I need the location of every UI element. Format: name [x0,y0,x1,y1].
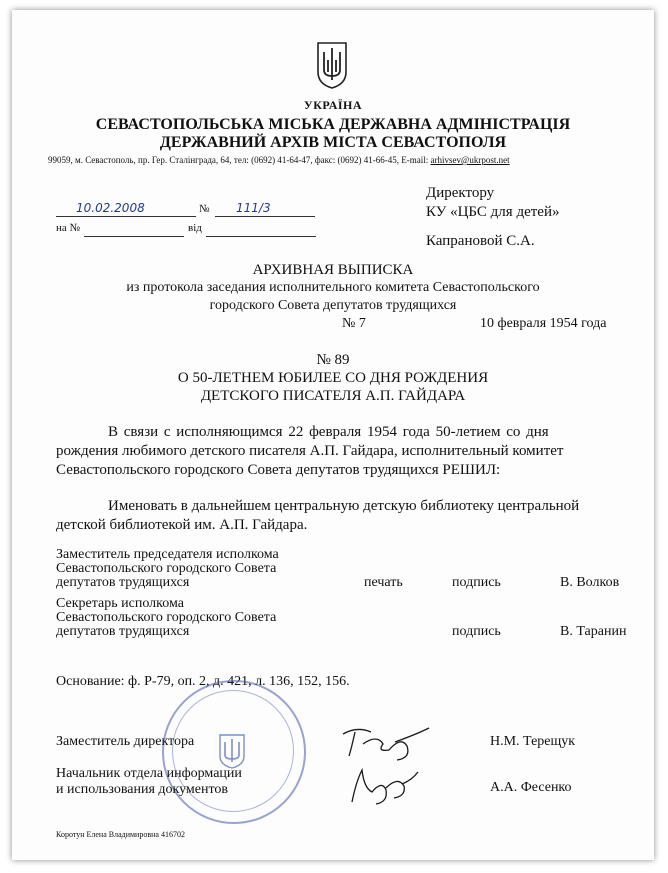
paragraph2-line2: детской библиотекой им. А.П. Гайдара. [56,517,308,533]
archive-basis: Основание: ф. Р-79, оп. 2, д. 421, л. 136, 152, 156. [56,674,350,689]
number-label: № [199,203,210,215]
decision-title1: О 50-ЛЕТНЕМ ЮБИЛЕЕ СО ДНЯ РОЖДЕНИЯ [177,370,489,386]
title-sub1: из протокола заседания исполнительного комитета Севастопольского [126,280,540,295]
incoming-date-label: від [188,222,202,234]
decision-title2: ДЕТСКОГО ПИСАТЕЛЯ А.П. ГАЙДАРА [200,388,466,404]
paragraph1-line1: В связи с исполняющимся 22 февраля 1954 года 50-летием со дня [108,424,549,440]
deputy-director-signature-icon [337,722,432,762]
protocol-number: № 7 [342,316,366,331]
document-title: АРХИВНАЯ ВЫПИСКА [252,262,414,278]
addressee-line1: Директору [426,185,495,201]
email-link[interactable]: arhivsev@ukrpost.net [430,155,510,165]
deputy-signature-label: подпись [452,575,501,590]
executor-info: Коротун Елена Владимировна 416702 [56,830,185,839]
country-name: УКРАЇНА [303,98,363,112]
date-underline [56,216,196,217]
head-of-department-line2: и использования документов [56,782,229,797]
document-sheet [12,10,654,860]
secretary-title-line2: Севастопольского городского Совета [56,610,277,625]
deputy-director-title: Заместитель директора [56,734,195,749]
head-signature-icon [342,762,422,810]
secretary-signature-label: подпись [452,624,501,639]
secretary-title-line3: депутатов трудящихся [56,624,190,639]
deputy-title-line3: депутатов трудящихся [56,575,190,590]
title-sub2: городского Совета депутатов трудящихся [209,298,457,313]
number-underline [215,216,315,217]
protocol-date: 10 февраля 1954 года [480,316,607,331]
paragraph1-line3: Севастопольского городского Совета депутатов трудящихся РЕШИЛ: [56,462,501,478]
outgoing-date: 10.02.2008 [76,201,145,215]
head-of-department-name: А.А. Фесенко [490,780,572,795]
head-of-department-line1: Начальник отдела информации [56,766,242,781]
outgoing-number: 111/3 [236,201,271,215]
addressee-line3: Капрановой С.А. [426,233,535,249]
seal-trident-icon [217,732,247,770]
paragraph2-line1: Именовать в дальнейшем центральную детскую библиотеку центральной [108,498,580,514]
incoming-number-label: на № [56,222,81,234]
secretary-name: В. Таранин [560,624,627,639]
incoming-date-line [206,236,316,237]
secretary-title-line1: Секретарь исполкома [56,596,184,611]
deputy-title-line2: Севастопольского городского Совета [56,561,277,576]
address-text: 99059, м. Севастополь, пр. Гер. Сталінграда, 64, тел: (0692) 41-64-47, факс: (0692) 41-66-45, E-mail: [48,155,431,165]
addressee-line2: КУ «ЦБС для детей» [426,204,560,220]
org-address [48,155,510,165]
trident-emblem-icon [315,40,349,90]
org-name-line1: СЕВАСТОПОЛЬСЬКА МІСЬКА ДЕРЖАВНА АДМІНІСТРАЦІЯ [95,116,571,133]
deputy-director-name: Н.М. Терещук [490,734,576,749]
incoming-number-line [84,236,184,237]
org-name-line2: ДЕРЖАВНИЙ АРХІВ МІСТА СЕВАСТОПОЛЯ [159,134,507,151]
decision-number: № 89 [316,352,350,368]
seal-label: печать [364,575,403,590]
paragraph1-line2: рождения любимого детского писателя А.П. Гайдара, исполнительный комитет [56,443,564,459]
deputy-title-line1: Заместитель председателя исполкома [56,547,279,562]
deputy-name: В. Волков [560,575,620,590]
